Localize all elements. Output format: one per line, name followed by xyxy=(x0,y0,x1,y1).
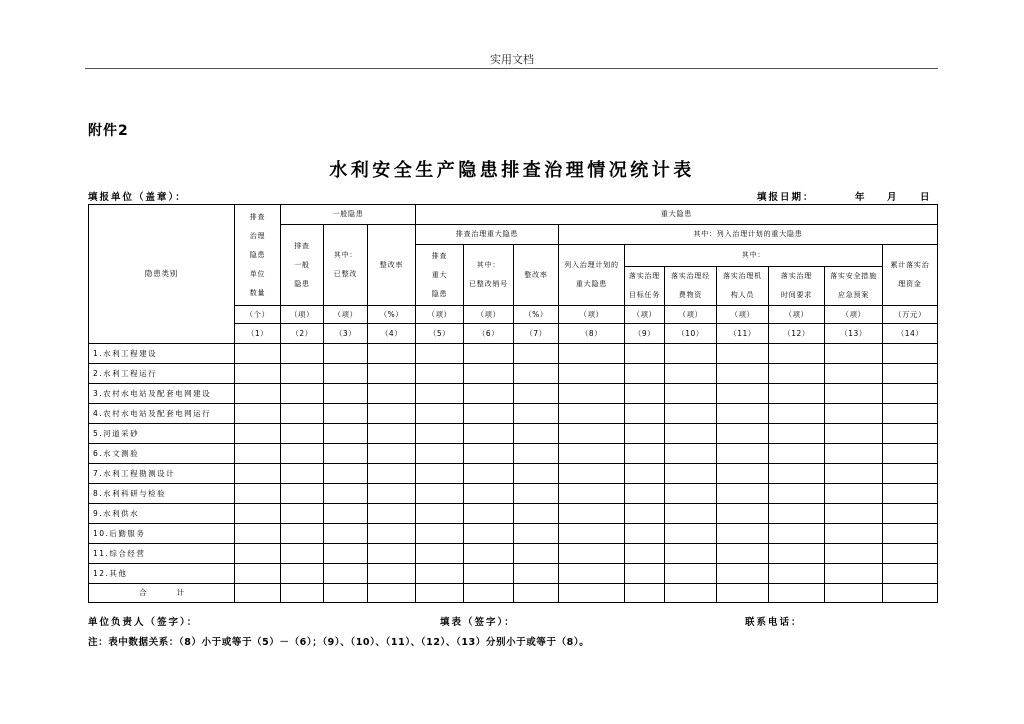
table-row xyxy=(89,524,938,544)
table-row xyxy=(89,564,938,584)
data-cell xyxy=(883,544,938,564)
total-row-label: 合计 xyxy=(89,584,235,603)
data-cell xyxy=(825,564,883,584)
column-number-cell: （4） xyxy=(368,324,416,344)
data-cell xyxy=(665,464,717,484)
column-number-cell: （10） xyxy=(665,324,717,344)
data-cell xyxy=(825,524,883,544)
data-cell xyxy=(717,504,769,524)
data-cell xyxy=(769,484,825,504)
data-cell xyxy=(324,444,368,464)
data-cell xyxy=(464,584,514,603)
data-cell xyxy=(324,564,368,584)
data-cell xyxy=(717,544,769,564)
row-label: 5.河道采砂 xyxy=(89,424,235,444)
contact-phone-label: 联系电话： xyxy=(745,617,803,628)
row-label: 10.后勤服务 xyxy=(89,524,235,544)
unit-cell: （项） xyxy=(769,306,825,324)
data-cell xyxy=(416,484,464,504)
data-cell xyxy=(464,524,514,544)
row-label: 12.其他 xyxy=(89,564,235,584)
fill-date-label: 填报日期： xyxy=(757,192,815,203)
data-cell xyxy=(717,424,769,444)
data-cell xyxy=(559,564,625,584)
data-cell xyxy=(883,364,938,384)
data-cell xyxy=(514,444,559,464)
data-cell xyxy=(825,484,883,504)
data-cell xyxy=(625,444,665,464)
unit-cell: （%） xyxy=(514,306,559,324)
data-cell xyxy=(625,384,665,404)
data-cell xyxy=(769,464,825,484)
header-major-hazards: 重大隐患 xyxy=(416,205,938,225)
data-cell xyxy=(464,344,514,364)
data-cell xyxy=(825,544,883,564)
table-row xyxy=(89,504,938,524)
data-cell xyxy=(883,384,938,404)
data-cell xyxy=(665,344,717,364)
page-title: 水利安全生产隐患排查治理情况统计表 xyxy=(329,160,695,181)
data-cell xyxy=(514,544,559,564)
data-cell xyxy=(514,424,559,444)
data-cell xyxy=(368,404,416,424)
data-cell xyxy=(769,564,825,584)
unit-head-signature-label: 单位负责人（签字）： xyxy=(88,617,199,628)
unit-cell: （项） xyxy=(559,306,625,324)
data-cell xyxy=(559,524,625,544)
data-cell xyxy=(769,404,825,424)
data-cell xyxy=(665,364,717,384)
data-cell xyxy=(825,404,883,424)
data-cell xyxy=(825,444,883,464)
data-cell xyxy=(514,564,559,584)
header-divider xyxy=(85,68,938,69)
data-cell xyxy=(717,344,769,364)
data-cell xyxy=(281,504,324,524)
data-cell xyxy=(464,424,514,444)
data-cell xyxy=(464,564,514,584)
data-cell xyxy=(416,584,464,603)
data-cell xyxy=(235,344,281,364)
data-cell xyxy=(416,564,464,584)
column-number-cell: （6） xyxy=(464,324,514,344)
data-cell xyxy=(559,464,625,484)
header-general-hazards: 一般隐患 xyxy=(281,205,416,225)
statistics-table xyxy=(88,204,938,603)
data-cell xyxy=(717,584,769,603)
row-label: 1.水利工程建设 xyxy=(89,344,235,364)
header-planned-group: 其中：列入治理计划的重大隐患 xyxy=(559,225,938,245)
header-cumulative-funds: 累计落实治 理资金 xyxy=(883,245,938,306)
data-cell xyxy=(559,404,625,424)
header-unit-count: 排查 治理 隐患 单位 数量 xyxy=(235,205,281,306)
unit-cell: （万元） xyxy=(883,306,938,324)
data-cell xyxy=(514,504,559,524)
data-cell xyxy=(717,444,769,464)
header-funds-materials: 落实治理经 费物资 xyxy=(665,267,717,306)
data-cell xyxy=(281,564,324,584)
data-cell xyxy=(883,464,938,484)
data-cell xyxy=(514,464,559,484)
document-header-label: 实用文档 xyxy=(490,53,534,66)
row-label: 7.水利工程勘测设计 xyxy=(89,464,235,484)
header-major-rectify-group: 排查治理重大隐患 xyxy=(416,225,559,245)
data-cell xyxy=(717,484,769,504)
data-cell xyxy=(281,424,324,444)
table-row xyxy=(89,364,938,384)
data-cell xyxy=(883,484,938,504)
column-number-cell: （3） xyxy=(324,324,368,344)
row-label: 9.水利供水 xyxy=(89,504,235,524)
data-cell xyxy=(281,344,324,364)
data-cell xyxy=(769,364,825,384)
data-cell xyxy=(368,584,416,603)
data-cell xyxy=(883,344,938,364)
data-cell xyxy=(235,464,281,484)
data-cell xyxy=(368,384,416,404)
data-cell xyxy=(281,484,324,504)
table-row xyxy=(89,464,938,484)
row-label: 4.农村水电站及配套电网运行 xyxy=(89,404,235,424)
data-cell xyxy=(559,584,625,603)
data-cell xyxy=(464,544,514,564)
data-cell xyxy=(368,484,416,504)
data-cell xyxy=(514,364,559,384)
data-cell xyxy=(559,504,625,524)
data-cell xyxy=(464,364,514,384)
attachment-label: 附件2 xyxy=(88,123,129,139)
fill-date-day: 日 xyxy=(920,192,932,203)
data-cell xyxy=(825,464,883,484)
data-cell xyxy=(559,384,625,404)
data-cell xyxy=(625,344,665,364)
filler-signature-label: 填表（签字）： xyxy=(440,617,516,628)
unit-cell: （项） xyxy=(825,306,883,324)
data-cell xyxy=(559,544,625,564)
data-cell xyxy=(416,544,464,564)
header-target-task: 落实治理 目标任务 xyxy=(625,267,665,306)
table-row xyxy=(89,484,938,504)
data-cell xyxy=(416,424,464,444)
fill-date-year: 年 xyxy=(855,192,867,203)
data-cell xyxy=(416,344,464,364)
data-cell xyxy=(625,524,665,544)
data-cell xyxy=(559,424,625,444)
data-cell xyxy=(825,584,883,603)
data-cell xyxy=(324,544,368,564)
data-cell xyxy=(235,404,281,424)
data-cell xyxy=(324,464,368,484)
data-cell xyxy=(416,384,464,404)
data-cell xyxy=(514,584,559,603)
table-row xyxy=(89,544,938,564)
data-cell xyxy=(235,524,281,544)
data-cell xyxy=(368,564,416,584)
data-cell xyxy=(281,464,324,484)
data-cell xyxy=(324,524,368,544)
data-cell xyxy=(368,544,416,564)
data-cell xyxy=(324,384,368,404)
data-cell xyxy=(717,464,769,484)
data-cell xyxy=(514,344,559,364)
data-cell xyxy=(324,424,368,444)
data-cell xyxy=(665,504,717,524)
data-cell xyxy=(665,424,717,444)
data-cell xyxy=(769,344,825,364)
data-cell xyxy=(625,364,665,384)
data-cell xyxy=(281,444,324,464)
data-cell xyxy=(235,424,281,444)
data-cell xyxy=(625,424,665,444)
header-org-personnel: 落实治理机 构人员 xyxy=(717,267,769,306)
unit-cell: （项） xyxy=(464,306,514,324)
data-cell xyxy=(769,584,825,603)
data-cell xyxy=(625,504,665,524)
row-label: 8.水利科研与检验 xyxy=(89,484,235,504)
header-row-1 xyxy=(89,205,938,225)
data-cell xyxy=(235,364,281,384)
data-cell xyxy=(324,344,368,364)
data-cell xyxy=(665,404,717,424)
data-cell xyxy=(769,444,825,464)
fill-unit-label: 填报单位（盖章）： xyxy=(88,192,187,203)
data-cell xyxy=(883,564,938,584)
column-number-cell: （5） xyxy=(416,324,464,344)
row-label: 11.综合经营 xyxy=(89,544,235,564)
data-cell xyxy=(324,584,368,603)
data-cell xyxy=(769,384,825,404)
data-cell xyxy=(665,484,717,504)
data-cell xyxy=(281,544,324,564)
data-cell xyxy=(769,544,825,564)
unit-cell: （个） xyxy=(235,306,281,324)
data-cell xyxy=(281,584,324,603)
header-major-found: 排查 重大 隐患 xyxy=(416,245,464,306)
data-cell xyxy=(324,364,368,384)
column-number-cell: （12） xyxy=(769,324,825,344)
data-cell xyxy=(368,524,416,544)
data-cell xyxy=(416,524,464,544)
data-cell xyxy=(559,344,625,364)
header-general-rectified: 其中： 已整改 xyxy=(324,225,368,306)
column-number-cell: （7） xyxy=(514,324,559,344)
column-number-cell: （14） xyxy=(883,324,938,344)
data-cell xyxy=(717,384,769,404)
row-label: 2.水利工程运行 xyxy=(89,364,235,384)
data-cell xyxy=(368,444,416,464)
data-cell xyxy=(368,424,416,444)
data-cell xyxy=(281,364,324,384)
data-cell xyxy=(883,404,938,424)
unit-cell: （%） xyxy=(368,306,416,324)
table-row xyxy=(89,344,938,364)
data-cell xyxy=(559,364,625,384)
unit-cell: （项） xyxy=(717,306,769,324)
data-cell xyxy=(625,464,665,484)
data-cell xyxy=(665,384,717,404)
data-cell xyxy=(883,444,938,464)
data-cell xyxy=(559,484,625,504)
data-cell xyxy=(665,584,717,603)
header-major-rectified: 其中： 已整改销号 xyxy=(464,245,514,306)
column-number-cell: （13） xyxy=(825,324,883,344)
data-cell xyxy=(235,384,281,404)
data-cell xyxy=(368,504,416,524)
data-cell xyxy=(416,364,464,384)
column-number-cell: （1） xyxy=(235,324,281,344)
data-cell xyxy=(717,404,769,424)
data-cell xyxy=(324,504,368,524)
data-cell xyxy=(625,584,665,603)
data-cell xyxy=(464,504,514,524)
data-cell xyxy=(368,364,416,384)
header-time-requirement: 落实治理 时间要求 xyxy=(769,267,825,306)
data-cell xyxy=(717,524,769,544)
data-cell xyxy=(769,504,825,524)
row-label: 3.农村水电站及配套电网建设 xyxy=(89,384,235,404)
data-cell xyxy=(235,444,281,464)
data-cell xyxy=(464,404,514,424)
table-row xyxy=(89,444,938,464)
data-cell xyxy=(416,404,464,424)
header-major-rate: 整改率 xyxy=(514,245,559,306)
unit-cell: （项） xyxy=(625,306,665,324)
column-number-cell: （8） xyxy=(559,324,625,344)
table-row xyxy=(89,424,938,444)
table-note: 注：表中数据关系：（8）小于或等于（5）－（6）；（9）、（10）、（11）、（12）、（13）分别小于或等于（8）。 xyxy=(88,637,590,648)
table-row xyxy=(89,384,938,404)
data-cell xyxy=(883,504,938,524)
unit-cell: （项） xyxy=(324,306,368,324)
data-cell xyxy=(825,344,883,364)
data-cell xyxy=(717,364,769,384)
data-cell xyxy=(825,504,883,524)
header-hazard-category: 隐患类别 xyxy=(89,205,235,344)
data-cell xyxy=(324,484,368,504)
data-cell xyxy=(825,364,883,384)
data-cell xyxy=(665,444,717,464)
data-cell xyxy=(514,384,559,404)
data-cell xyxy=(235,484,281,504)
data-cell xyxy=(717,564,769,584)
data-cell xyxy=(324,404,368,424)
data-cell xyxy=(416,504,464,524)
data-cell xyxy=(235,584,281,603)
row-label: 6.水文测验 xyxy=(89,444,235,464)
unit-cell: （项） xyxy=(281,306,324,324)
data-cell xyxy=(883,524,938,544)
data-cell xyxy=(825,424,883,444)
data-cell xyxy=(281,524,324,544)
data-cell xyxy=(416,464,464,484)
data-cell xyxy=(464,464,514,484)
data-cell xyxy=(368,464,416,484)
total-row xyxy=(89,584,938,603)
data-cell xyxy=(665,524,717,544)
data-cell xyxy=(559,444,625,464)
unit-cell: （项） xyxy=(665,306,717,324)
column-number-cell: （9） xyxy=(625,324,665,344)
data-cell xyxy=(625,564,665,584)
data-cell xyxy=(281,384,324,404)
fill-date-month: 月 xyxy=(887,192,899,203)
data-cell xyxy=(368,344,416,364)
data-cell xyxy=(235,564,281,584)
column-number-cell: （11） xyxy=(717,324,769,344)
data-cell xyxy=(769,424,825,444)
data-cell xyxy=(625,544,665,564)
data-cell xyxy=(416,444,464,464)
data-cell xyxy=(883,424,938,444)
header-safety-emergency: 落实安全措施 应急预案 xyxy=(825,267,883,306)
data-cell xyxy=(514,484,559,504)
data-cell xyxy=(235,504,281,524)
unit-cell: （项） xyxy=(416,306,464,324)
data-cell xyxy=(514,404,559,424)
data-cell xyxy=(235,544,281,564)
data-cell xyxy=(825,384,883,404)
data-cell xyxy=(464,444,514,464)
data-cell xyxy=(514,524,559,544)
data-cell xyxy=(625,404,665,424)
data-cell xyxy=(883,584,938,603)
header-general-found: 排查 一般 隐患 xyxy=(281,225,324,306)
data-cell xyxy=(769,524,825,544)
table-row xyxy=(89,404,938,424)
data-cell xyxy=(281,404,324,424)
header-planned-major: 列入治理计划的 重大隐患 xyxy=(559,245,625,306)
data-cell xyxy=(665,544,717,564)
data-cell xyxy=(625,484,665,504)
data-cell xyxy=(665,564,717,584)
header-among-group: 其中： xyxy=(625,245,883,267)
data-cell xyxy=(464,384,514,404)
column-number-cell: （2） xyxy=(281,324,324,344)
header-general-rate: 整改率 xyxy=(368,225,416,306)
data-cell xyxy=(464,484,514,504)
